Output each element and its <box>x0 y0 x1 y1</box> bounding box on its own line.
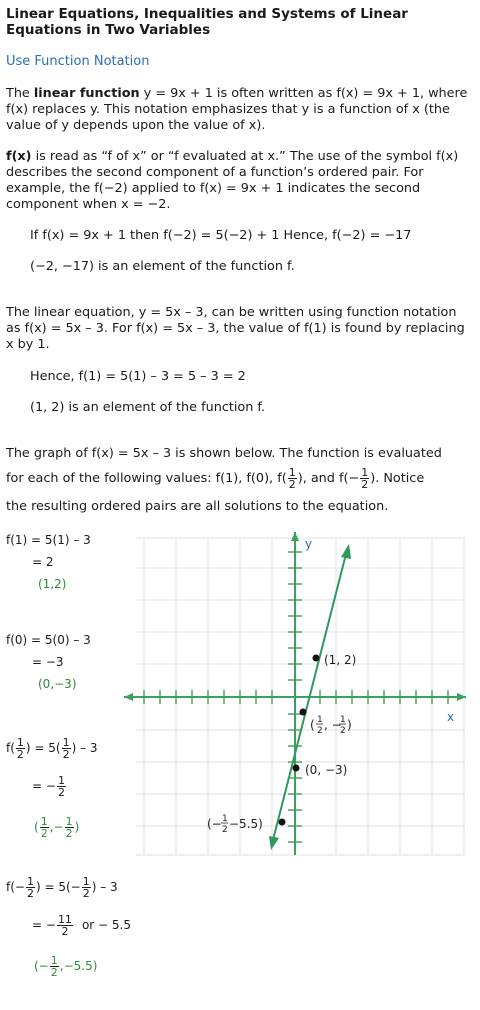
section-link[interactable]: Use Function Notation <box>6 54 150 69</box>
svg-text:1: 1 <box>340 715 346 725</box>
svg-text:−5.5): −5.5) <box>229 817 263 831</box>
paragraph-fx-notation: f(x) is read as “f of x” or “f evaluated at x.” The use of the symbol f(x) describes the second component of a function’s ordered pair. For example, the f(−2) applied to f(x) = 9x + 1 indicates the second component when x = −2. <box>6 149 459 212</box>
work-f1-pair: (1,2) <box>38 577 67 591</box>
svg-text:2: 2 <box>317 726 323 736</box>
point-0-neg3 <box>293 765 300 772</box>
svg-text:): ) <box>347 718 352 732</box>
svg-text:1: 1 <box>317 715 323 725</box>
example-2-line-2: (1, 2) is an element of the function f. <box>30 400 266 415</box>
work-fhalf-equation: f( $\frac{1}{2}$ ) = 5( $\frac{1}{2}$ ) – 3 <box>6 736 98 761</box>
svg-text:2: 2 <box>222 825 228 835</box>
svg-text:(: ( <box>310 718 315 732</box>
work-fneghalf-equation: f(− $\frac{1}{2}$ ) = 5(− $\frac{1}{2}$ ) – 3 <box>6 875 118 900</box>
label-point-0-neg3: (0, −3) <box>305 763 348 777</box>
y-axis <box>288 532 302 855</box>
point-half-neg-half <box>300 709 307 716</box>
work-f1-result: = 2 <box>32 555 54 569</box>
paragraph-graph-intro-b: for each of the following values: f(1), f(0), f( $\frac{1}{2}$ ), and f(− $\frac{1}{2}$ ). Notice <box>6 466 425 491</box>
example-2-line-1: Hence, f(1) = 5(1) – 3 = 5 – 3 = 2 <box>30 369 246 384</box>
paragraph-linear-function: The linear function y = 9x + 1 is often written as f(x) = 9x + 1, where f(x) replaces y. This notation emphasizes that y is a function of x (the value of y depends upon the value of x). <box>6 86 468 133</box>
paragraph-linear-equation: The linear equation, y = 5x – 3, can be written using function notation as f(x) = 5x – 3. For f(x) = 5x – 3, the value of f(1) is found by replacing x by 1. <box>6 305 465 352</box>
label-point-neghalf-neg5-5 <box>207 814 263 835</box>
work-fneghalf-result: = − $\frac{11}{2}$ or − 5.5 <box>32 913 131 938</box>
page-title: Linear Equations, Inequalities and Systems of Linear Equations in Two Variables <box>6 6 408 38</box>
work-fneghalf-pair: (− $\frac{1}{2}$ ,−5.5) <box>34 954 98 979</box>
work-fhalf-result: = − $\frac{1}{2}$ <box>32 774 65 799</box>
y-axis-label: y <box>305 537 313 551</box>
example-1-line-2: (−2, −17) is an element of the function f. <box>30 259 295 274</box>
term-fx: f(x) <box>6 149 32 164</box>
svg-text:1: 1 <box>222 814 228 824</box>
work-f0-result: = −3 <box>32 655 64 669</box>
svg-text:(−: (− <box>207 817 222 831</box>
label-point-1-2: (1, 2) <box>324 653 357 667</box>
point-neghalf-neg5-5 <box>279 819 286 826</box>
x-axis-label: x <box>447 710 455 724</box>
paragraph-graph-intro-a: The graph of f(x) = 5x – 3 is shown below. The function is evaluated <box>6 446 442 461</box>
work-f1-equation: f(1) = 5(1) – 3 <box>6 533 91 547</box>
label-point-half-neg-half <box>310 715 352 736</box>
point-1-2 <box>313 655 320 662</box>
example-1-line-1: If f(x) = 9x + 1 then f(−2) = 5(−2) + 1 Hence, f(−2) = −17 <box>30 228 412 243</box>
work-f0-equation: f(0) = 5(0) – 3 <box>6 633 91 647</box>
work-f0-pair: (0,−3) <box>38 677 77 691</box>
svg-text:2: 2 <box>340 726 346 736</box>
work-fhalf-pair: ( $\frac{1}{2}$ ,− $\frac{1}{2}$ ) <box>34 815 80 840</box>
svg-text:, −: , − <box>324 718 342 732</box>
paragraph-graph-intro-c: the resulting ordered pairs are all solutions to the equation. <box>6 499 389 514</box>
term-linear-function: linear function <box>33 86 140 101</box>
function-graph <box>120 530 470 860</box>
